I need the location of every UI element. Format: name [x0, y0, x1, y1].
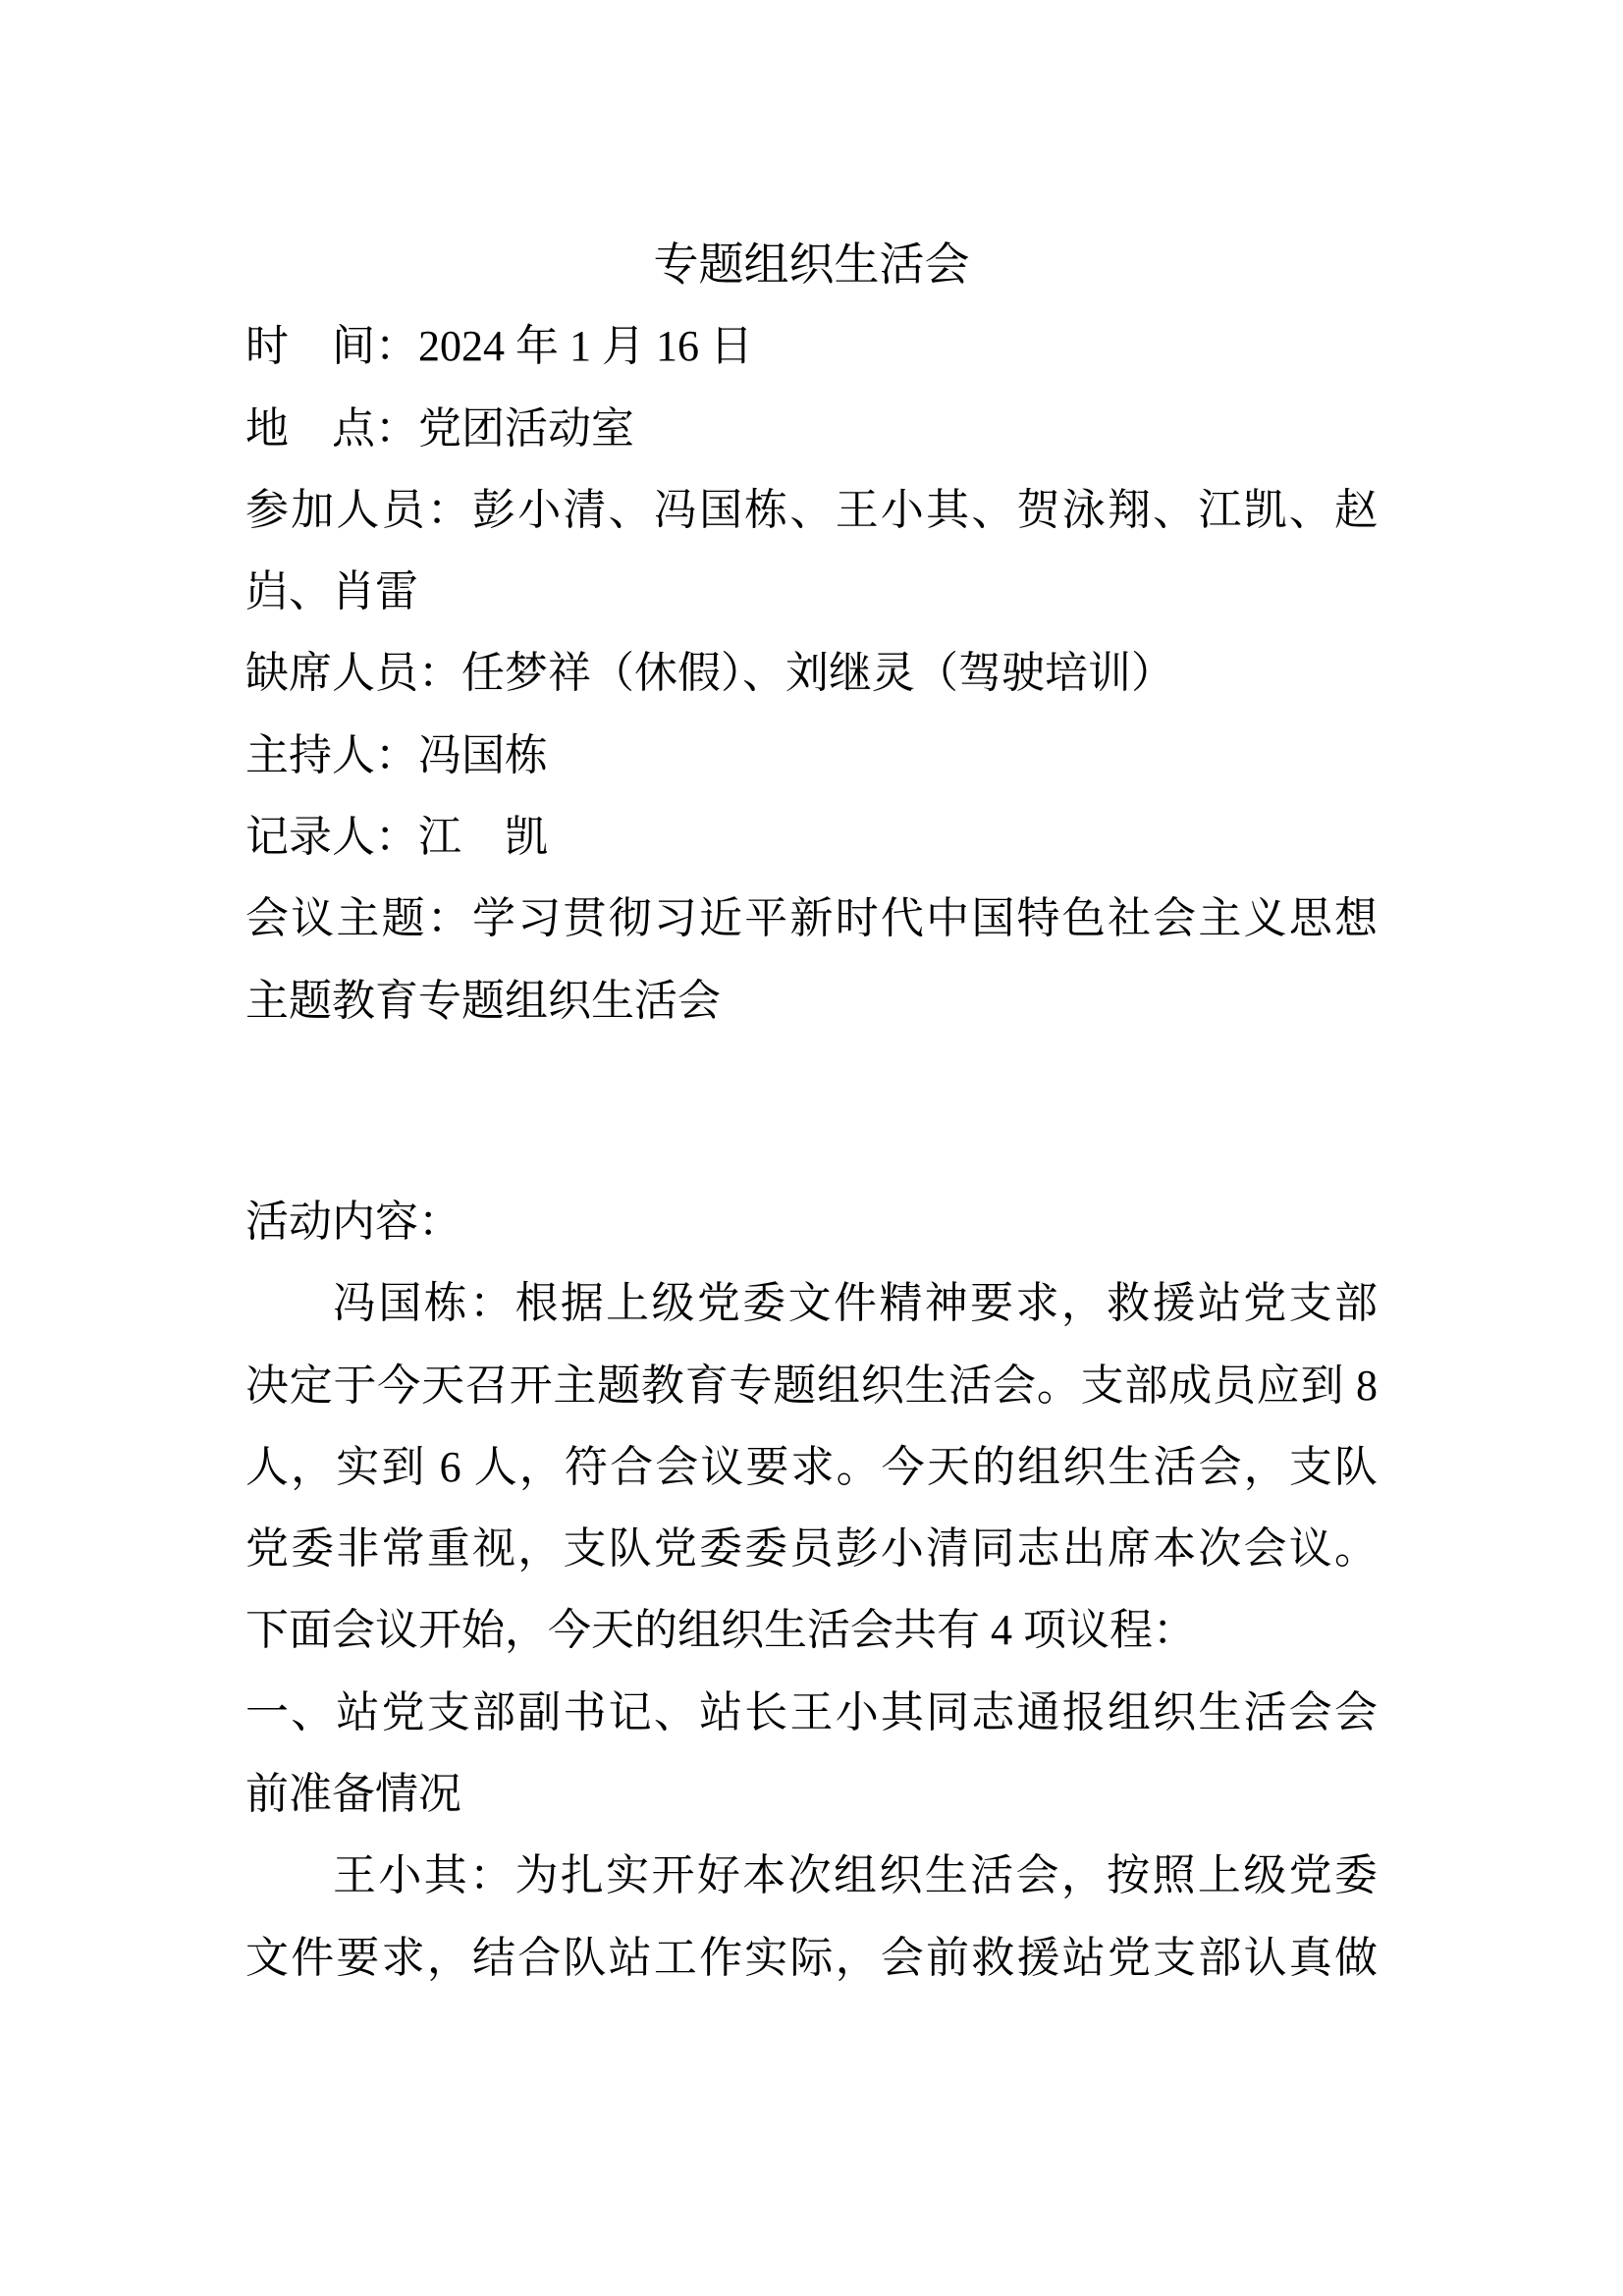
meta-recorder: 记录人：江 凯: [245, 813, 548, 862]
meta-topic-line-2: 主题教育专题组织生活会: [245, 976, 721, 1025]
para-fengguodong-line-5: 下面会议开始，今天的组织生活会共有 4 项议程：: [245, 1606, 1196, 1655]
meta-absent: 缺席人员：任梦祥（休假）、刘继灵（驾驶培训）: [245, 649, 1174, 698]
meta-attendees-line-1: 参加人员：彭小清、冯国栋、王小其、贺泳翔、江凯、赵: [245, 485, 1378, 534]
para-wangxiaoqi-line-1: 王小其：为扎实开好本次组织生活会，按照上级党委: [333, 1851, 1378, 1900]
agenda-item-1-line-2: 前准备情况: [245, 1770, 461, 1819]
para-fengguodong-line-4: 党委非常重视，支队党委委员彭小清同志出席本次会议。: [245, 1524, 1378, 1574]
para-wangxiaoqi-line-2: 文件要求，结合队站工作实际，会前救援站党支部认真做: [245, 1933, 1378, 1982]
meta-time: 时 间：2024 年 1 月 16 日: [245, 322, 753, 371]
para-fengguodong-line-3: 人，实到 6 人，符合会议要求。今天的组织生活会，支队: [245, 1442, 1378, 1491]
blank-gap: [245, 1041, 1378, 1181]
doc-title: 专题组织生活会: [653, 240, 970, 290]
meta-location: 地 点：党团活动室: [245, 403, 634, 453]
meta-attendees-line-2: 岿、肖雷: [245, 567, 418, 616]
para-fengguodong-line-2: 决定于今天召开主题教育专题组织生活会。支部成员应到 8: [245, 1361, 1378, 1410]
section-activity-heading: 活动内容：: [245, 1197, 461, 1246]
agenda-item-1-line-1: 一、站党支部副书记、站长王小其同志通报组织生活会会: [245, 1687, 1378, 1736]
meta-host: 主持人：冯国栋: [245, 730, 548, 779]
para-fengguodong-line-1: 冯国栋：根据上级党委文件精神要求，救援站党支部: [333, 1279, 1378, 1328]
meta-topic-line-1: 会议主题：学习贯彻习近平新时代中国特色社会主义思想: [245, 894, 1378, 943]
